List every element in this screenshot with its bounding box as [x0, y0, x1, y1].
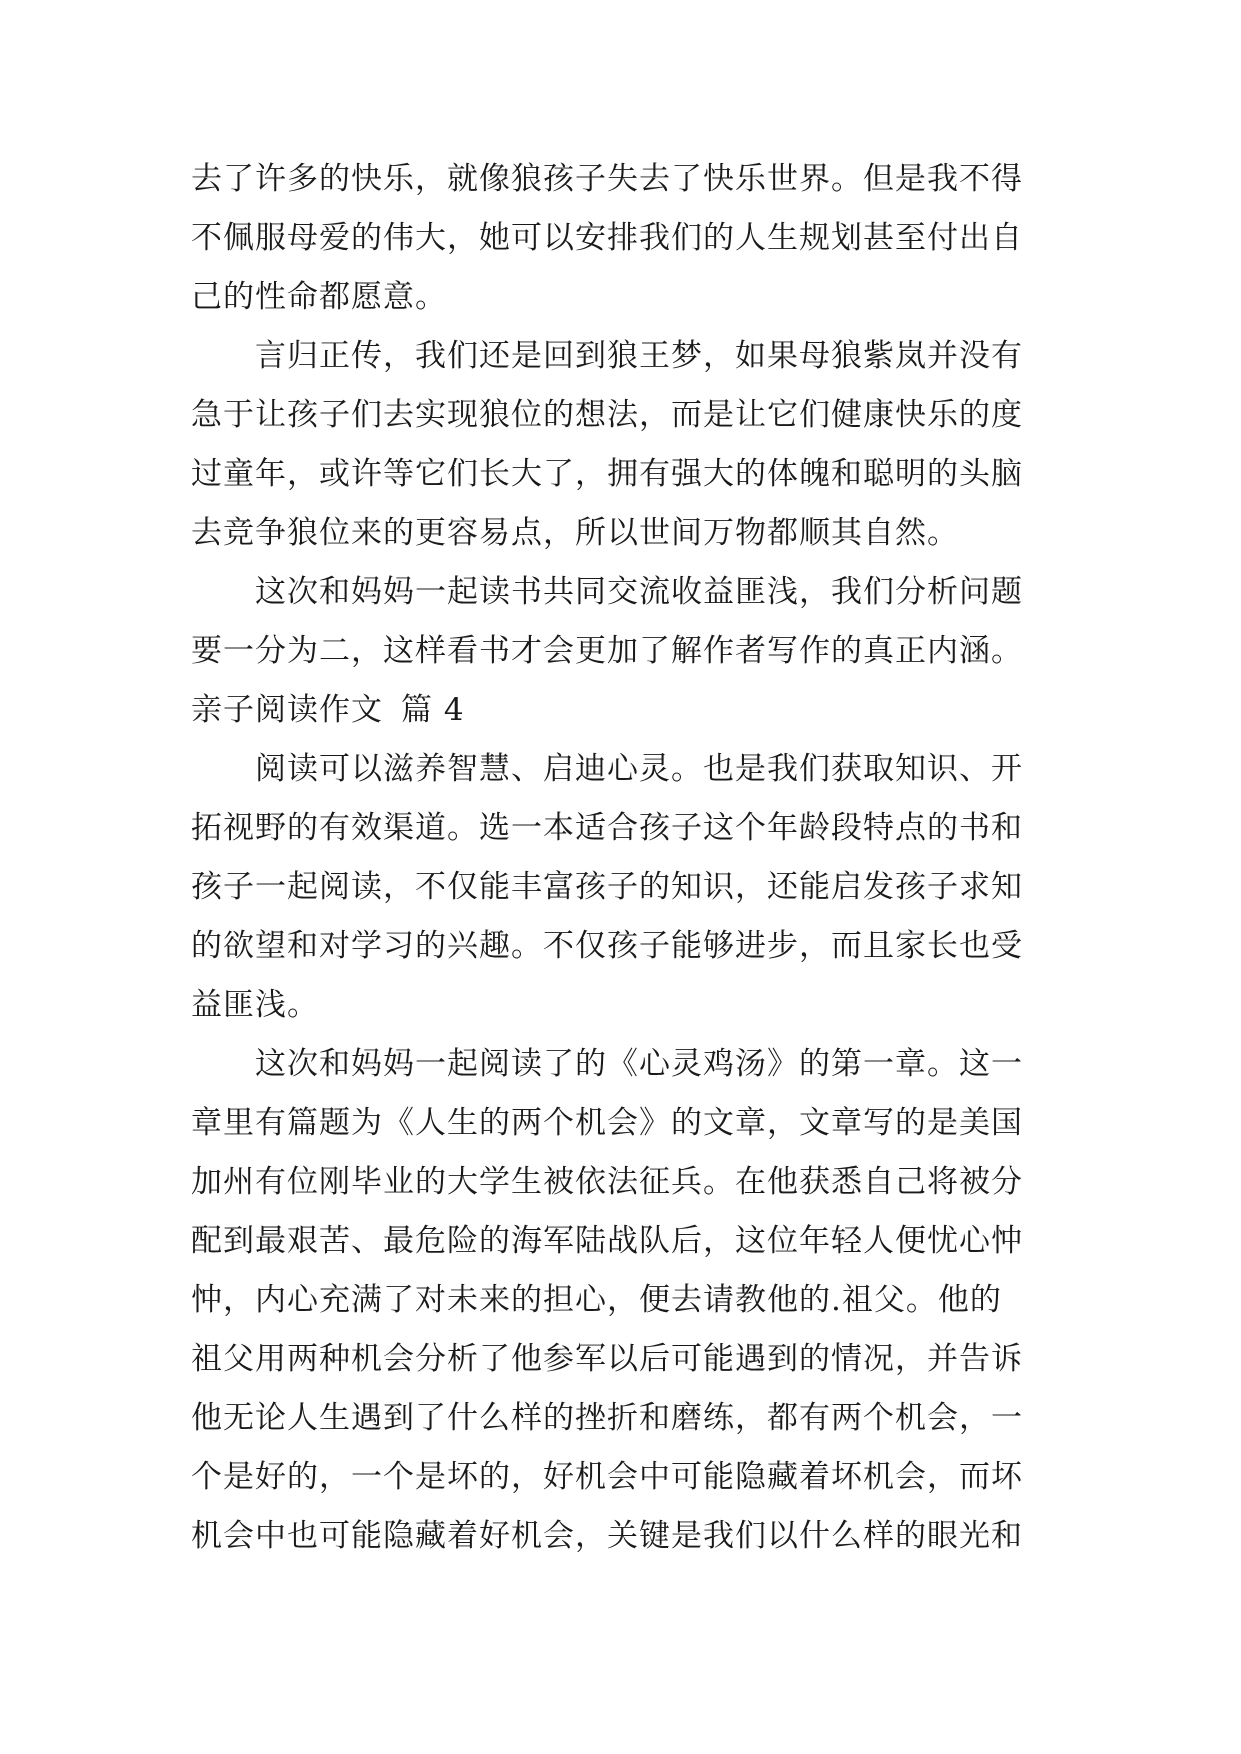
- text-line: 己的性命都愿意。: [191, 279, 447, 315]
- text-line: 祖父用两种机会分析了他参军以后可能遇到的情况，并告诉: [191, 1341, 1023, 1377]
- text-line: 加州有位刚毕业的大学生被依法征兵。在他获悉自己将被分: [191, 1164, 1023, 1200]
- text-line: 益匪浅。: [191, 987, 319, 1023]
- text-line: 他无论人生遇到了什么样的挫折和磨练，都有两个机会，一: [191, 1400, 1023, 1436]
- text-line: 急于让孩子们去实现狼位的想法，而是让它们健康快乐的度: [191, 397, 1023, 433]
- paragraph: [191, 150, 1071, 327]
- text-line: 要一分为二，这样看书才会更加了解作者写作的真正内涵。: [191, 633, 1023, 669]
- paragraph: [191, 563, 1071, 681]
- text-line: 个是好的，一个是坏的，好机会中可能隐藏着坏机会，而坏: [191, 1459, 1023, 1495]
- text-line: 配到最艰苦、最危险的海军陆战队后，这位年轻人便忧心忡: [191, 1223, 1023, 1259]
- text-line: 拓视野的有效渠道。选一本适合孩子这个年龄段特点的书和: [191, 810, 1023, 846]
- text-line: 言归正传，我们还是回到狼王梦，如果母狼紫岚并没有: [255, 338, 1023, 374]
- section-heading-title: 亲子阅读作文: [191, 692, 383, 728]
- paragraph: [191, 1035, 1071, 1566]
- document-body: [191, 150, 1071, 1566]
- paragraph: [191, 327, 1071, 563]
- text-line: 阅读可以滋养智慧、启迪心灵。也是我们获取知识、开: [255, 751, 1023, 787]
- text-line: 这次和妈妈一起阅读了的《心灵鸡汤》的第一章。这一: [255, 1046, 1023, 1082]
- text-line: 去了许多的快乐，就像狼孩子失去了快乐世界。但是我不得: [191, 161, 1023, 197]
- section-heading: [191, 681, 1071, 740]
- text-line: 不佩服母爱的伟大，她可以安排我们的人生规划甚至付出自: [191, 220, 1023, 256]
- text-line: 孩子一起阅读，不仅能丰富孩子的知识，还能启发孩子求知: [191, 869, 1023, 905]
- text-line: 的欲望和对学习的兴趣。不仅孩子能够进步，而且家长也受: [191, 928, 1023, 964]
- text-line: 机会中也可能隐藏着好机会，关键是我们以什么样的眼光和: [191, 1518, 1023, 1554]
- text-line: 过童年，或许等它们长大了，拥有强大的体魄和聪明的头脑: [191, 456, 1023, 492]
- paragraph: [191, 740, 1071, 1035]
- section-heading-number: 篇 4: [401, 692, 465, 728]
- text-line: 去竞争狼位来的更容易点，所以世间万物都顺其自然。: [191, 515, 959, 551]
- text-line: 忡，内心充满了对未来的担心，便去请教他的.祖父。他的: [191, 1282, 1002, 1318]
- text-line: 这次和妈妈一起读书共同交流收益匪浅，我们分析问题: [255, 574, 1023, 610]
- text-line: 章里有篇题为《人生的两个机会》的文章，文章写的是美国: [191, 1105, 1023, 1141]
